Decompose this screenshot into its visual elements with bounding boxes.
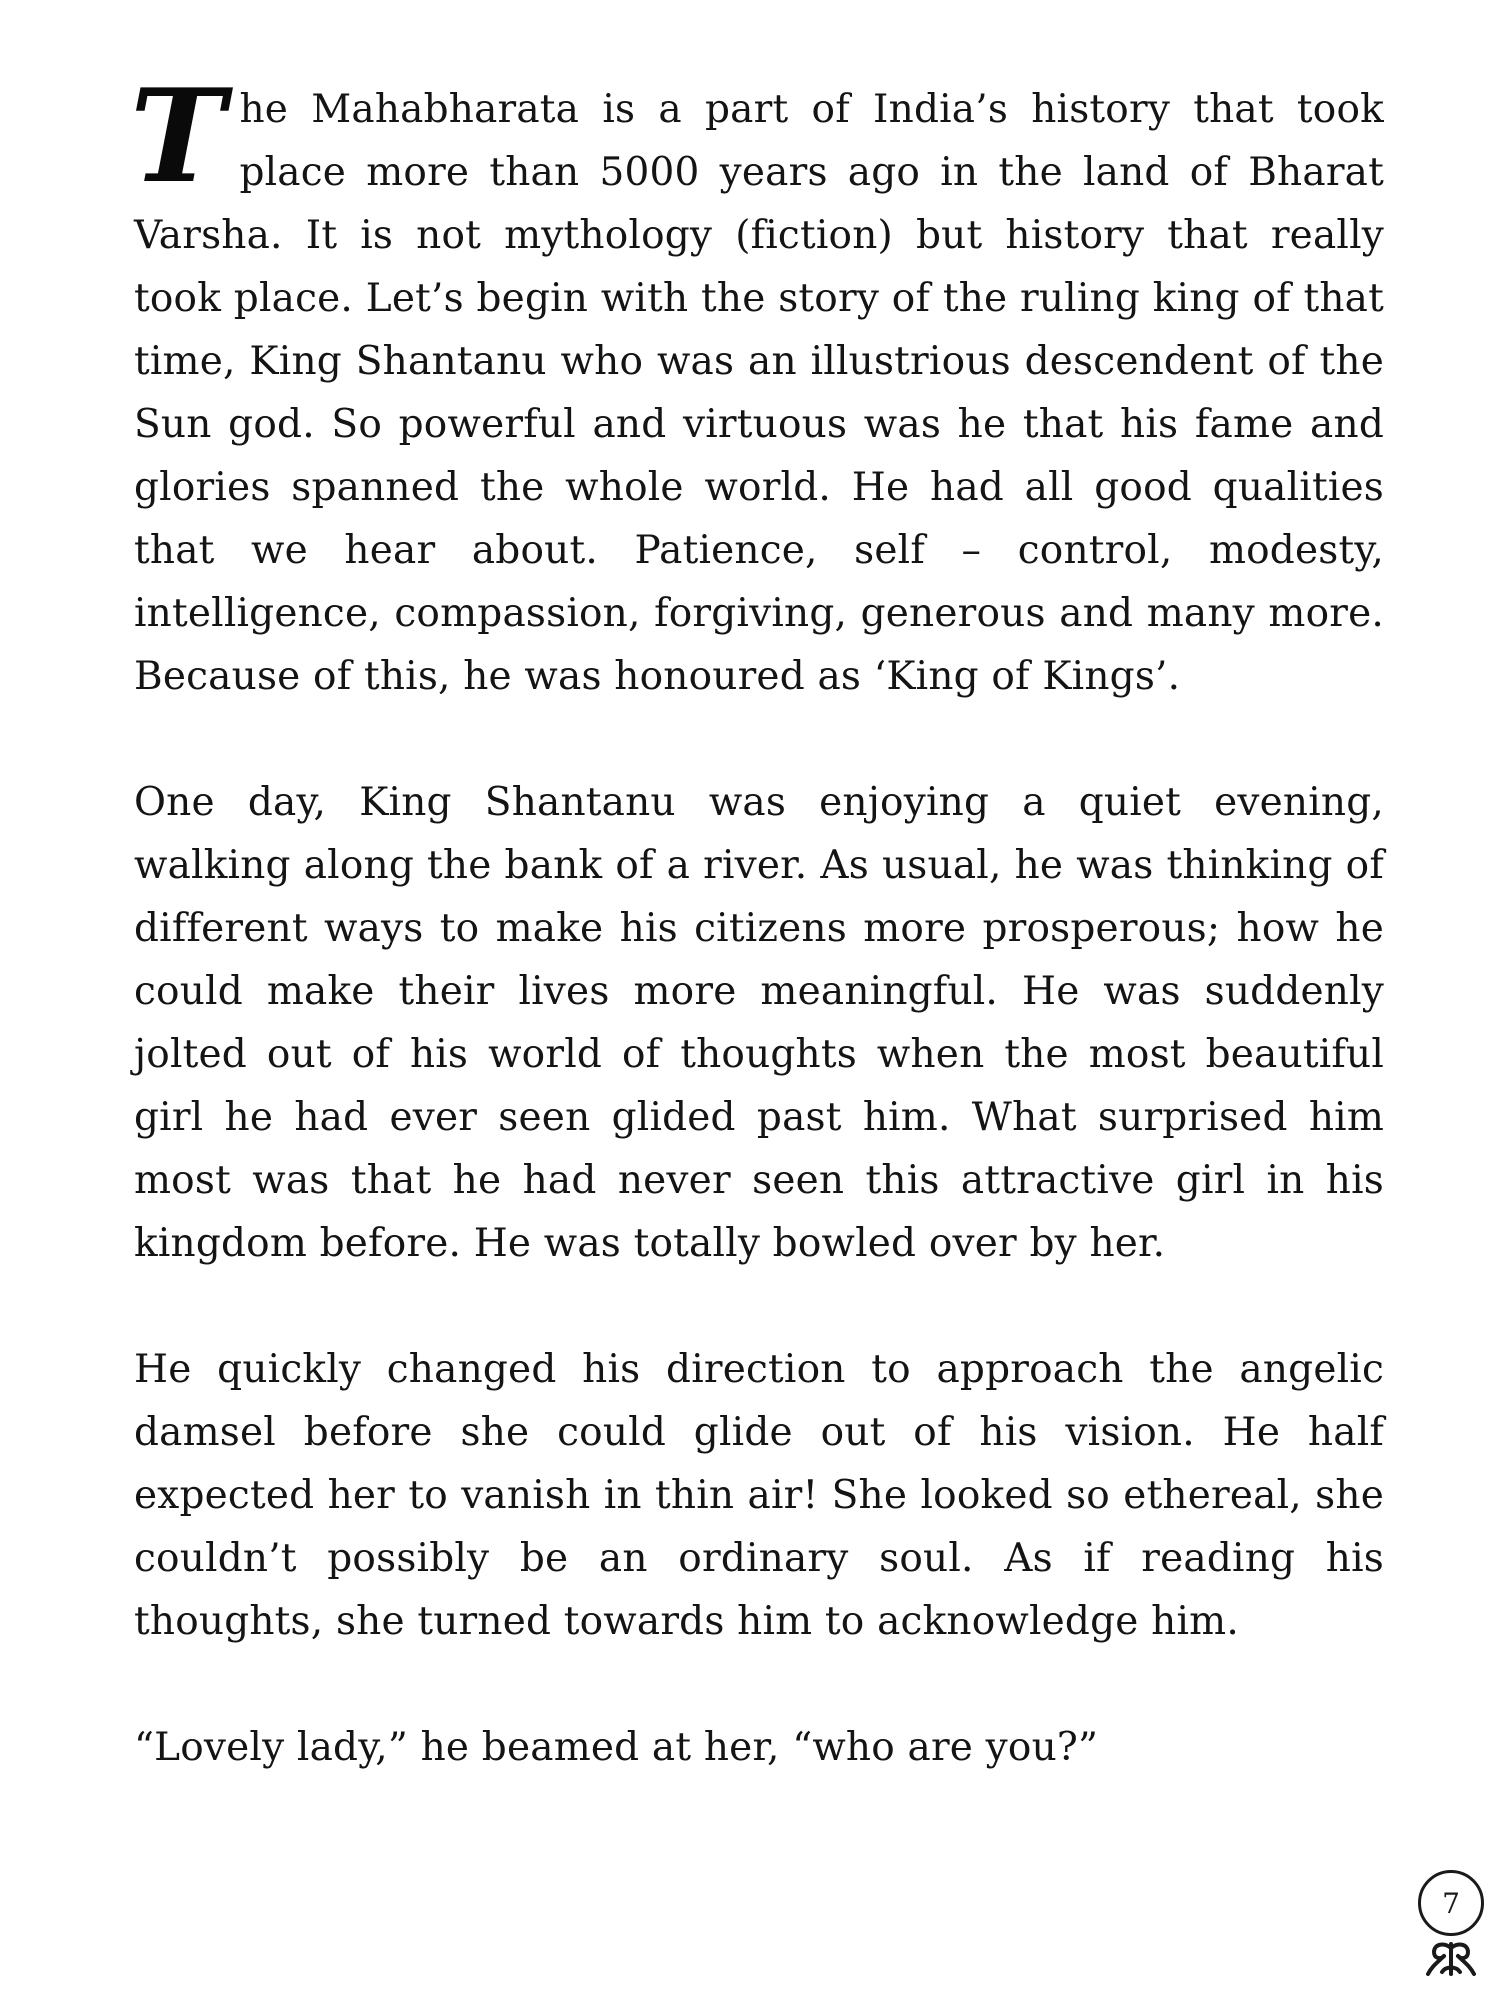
paragraph-4: “Lovely lady,” he beamed at her, “who are you?” (134, 1725, 1099, 1770)
paragraph-1-text: he Mahabharata is a part of India’s history that took place more than 5000 years ago in the land of Bharat Varsha. It is not mythology (fiction) but history that really took place. Let’s begin with the story of the ruling king of that time, King Shantanu who was an illustrious descendent of the Sun god. So powerful and virtuous was he that his fame and glories spanned the whole world. He had all good qualities that we hear about. Patience, self – control, modesty, intelligence, compassion, forgiving, generous and many more. Because of this, he was honoured as ‘King of Kings’. (134, 87, 1384, 699)
paragraph-2: One day, King Shantanu was enjoying a quiet evening, walking along the bank of a river. As usual, he was thinking of different ways to make his citizens more prosperous; how he could make their lives more meaningful. He was suddenly jolted out of his world of thoughts when the most beautiful girl he had ever seen glided past him. What surprised him most was that he had never seen this attractive girl in his kingdom before. He was totally bowled over by her. (134, 780, 1384, 1266)
drop-cap: T (130, 62, 226, 212)
page-number: 7 (1418, 1870, 1484, 1936)
floral-ornament-icon (1424, 1938, 1478, 1978)
paragraph-3: He quickly changed his direction to approach the angelic damsel before she could glide out of his vision. He half expected her to vanish in thin air! She looked so ethereal, she couldn’t possibly be an ordinary soul. As if reading his thoughts, she turned towards him to acknowledge him. (134, 1347, 1384, 1644)
paragraph-1 (130, 62, 1384, 708)
story-text (130, 62, 1384, 1779)
